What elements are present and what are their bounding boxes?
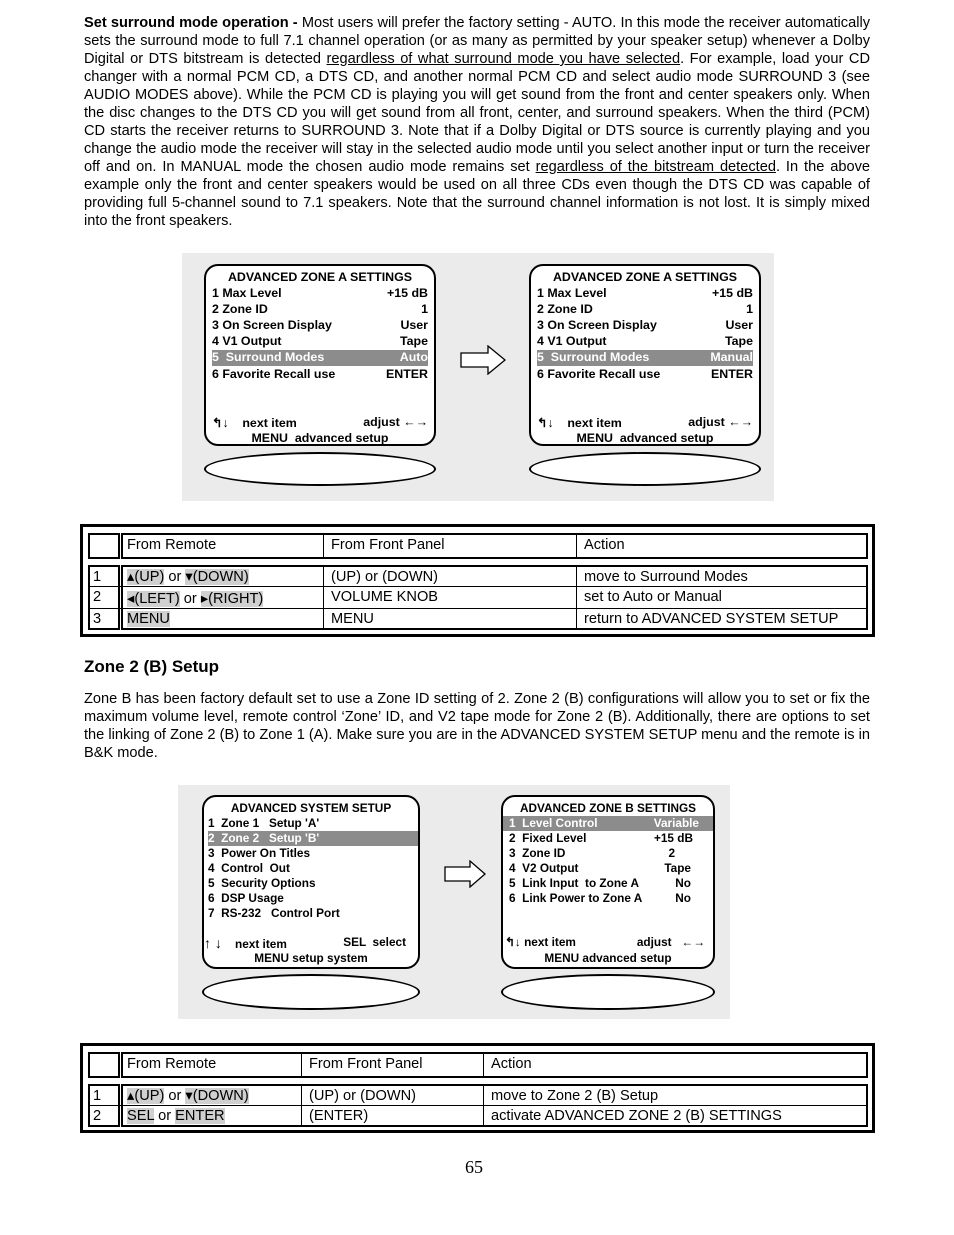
screen-row: 2 Zone ID 1 (537, 302, 753, 316)
page-number: 65 (465, 1157, 483, 1177)
screen-advanced-system-setup (202, 795, 420, 969)
header-from-remote: From Remote (127, 537, 217, 553)
screen-title: ADVANCED ZONE A SETTINGS (227, 270, 413, 284)
up-triangle-icon: ▴ (127, 1088, 135, 1104)
header-row (121, 533, 868, 559)
header-number-box (88, 1052, 120, 1078)
remote-keys: MENU (127, 611, 170, 627)
right-arrow-icon (460, 345, 506, 375)
screen-row: 1 Max Level +15 dB (212, 286, 428, 300)
screen-footer-bottom: MENU advanced setup (576, 431, 714, 445)
screen-row: 3 Zone ID 2 (509, 846, 675, 860)
header-action: Action (584, 537, 625, 553)
screen-row-selected: 1 Level Control Variable (503, 816, 713, 831)
row-number: 3 (93, 611, 102, 627)
left-right-arrows-icon: ←→ (403, 415, 428, 429)
action: activate ADVANCED ZONE 2 (B) SETTINGS (491, 1108, 782, 1124)
display-oval (529, 452, 761, 486)
intro-text-1: Most users will prefer the factory setting - AUTO. In this mode the receiver automatically sets the surround mode to full 7.1 channel operation (or as many as permitted by your speaker setup) whenever a Dolby Digital or DTS bitstream is detected (84, 15, 870, 67)
display-oval (202, 974, 420, 1010)
front-panel: (UP) or (DOWN) (331, 569, 439, 585)
screen-footer: ↰↓ next item adjust ←→ (505, 935, 705, 949)
screen-row-selected: 5 Surround Modes Auto (212, 350, 428, 364)
row-number: 2 (93, 1108, 102, 1124)
table-zone2-steps (80, 1043, 875, 1133)
left-triangle-icon: ◂ (127, 591, 135, 607)
intro-text-2: . For example, load your CD changer with a normal PCM CD, a DTS CD, and another normal PCM CD and select audio mode SURROUND 3 (see AUDIO MODES above). While the PCM CD is playing you will get sound from the front and center speakers only. When the disc changes to the DTS CD you will get sound from all front, center, and surround speakers. When the third (PCM) CD starts the receiver returns to SURROUND 3. Note that if a Dolby Digital or DTS source is currently playing and you change the audio mode the receiver will stay in the selected audio mode until you select another input or turn the receiver off and on. In MANUAL mode the chosen audio mode remains set (84, 51, 871, 175)
up-down-icon: ↰↓ (212, 416, 229, 430)
intro-paragraph (84, 14, 870, 230)
remote-keys: SEL or ENTER (127, 1108, 225, 1124)
screen-row: 6 DSP Usage (208, 891, 284, 905)
up-down-icon: ↰↓ (505, 935, 521, 949)
down-triangle-icon: ▾ (185, 1088, 193, 1104)
screen-title: ADVANCED SYSTEM SETUP (230, 801, 392, 815)
remote-keys: ◂(LEFT) or ▸(RIGHT) (127, 591, 264, 607)
action: set to Auto or Manual (584, 589, 722, 605)
screen-footer: ↑ ↓ next item SEL select (204, 935, 406, 951)
row-number: 1 (93, 1088, 102, 1104)
up-down-icon: ↰↓ (537, 416, 554, 430)
table-surround-steps (80, 524, 875, 637)
screen-footer: ↰↓ next item adjust ←→ (537, 415, 753, 430)
section-heading: Zone 2 (B) Setup (84, 657, 220, 676)
action: move to Zone 2 (B) Setup (491, 1088, 659, 1104)
screen-row: 6 Favorite Recall use ENTER (212, 367, 428, 381)
screen-row: 3 On Screen Display User (537, 318, 753, 332)
left-right-arrows-icon: ←→ (681, 935, 705, 949)
intro-underline-1: regardless of what surround mode you have selected (326, 51, 681, 67)
screen-zone-b-settings (501, 795, 715, 969)
figure-zone-a (182, 253, 774, 501)
screen-footer-bottom: MENU advanced setup (544, 951, 672, 965)
front-panel: VOLUME KNOB (331, 589, 439, 605)
remote-keys: ▴(UP) or ▾(DOWN) (127, 1088, 249, 1104)
header-from-front-panel: From Front Panel (331, 537, 445, 553)
left-right-arrows-icon: ←→ (728, 415, 753, 429)
screen-row: 6 Link Power to Zone A No (509, 891, 691, 905)
screen-zone-a-auto (204, 264, 436, 446)
front-panel: (ENTER) (309, 1108, 369, 1124)
screen-row: 4 V1 Output Tape (537, 334, 753, 348)
remote-keys: ▴(UP) or ▾(DOWN) (127, 569, 249, 585)
row-number: 1 (93, 569, 102, 585)
action: return to ADVANCED SYSTEM SETUP (584, 611, 839, 627)
screen-row: 3 Power On Titles (208, 846, 311, 860)
screen-row-selected: 2 Zone 2 Setup 'B' (208, 831, 418, 846)
screen-footer-bottom: MENU advanced setup (251, 431, 389, 445)
front-panel: (UP) or (DOWN) (309, 1088, 417, 1104)
header-from-remote: From Remote (127, 1056, 217, 1072)
screen-footer-bottom: MENU setup system (254, 951, 368, 965)
display-oval (501, 974, 715, 1010)
display-oval (204, 452, 436, 486)
screen-row: 1 Max Level +15 dB (537, 286, 753, 300)
screen-row: 7 RS-232 Control Port (208, 906, 340, 920)
screen-row: 3 On Screen Display User (212, 318, 428, 332)
screen-row: 4 V1 Output Tape (212, 334, 428, 348)
header-number-box (88, 533, 120, 559)
screen-title: ADVANCED ZONE B SETTINGS (519, 801, 697, 815)
action: move to Surround Modes (584, 569, 748, 585)
intro-underline-2: regardless of the bitstream detected (535, 159, 776, 175)
screen-row: 1 Zone 1 Setup 'A' (208, 816, 320, 830)
screen-row: 2 Zone ID 1 (212, 302, 428, 316)
up-triangle-icon: ▴ (127, 569, 135, 585)
screen-row: 6 Favorite Recall use ENTER (537, 367, 753, 381)
right-arrow-icon (444, 860, 486, 888)
front-panel: MENU (331, 611, 374, 627)
row-number: 2 (93, 589, 102, 605)
header-action: Action (491, 1056, 532, 1072)
right-triangle-icon: ▸ (200, 591, 209, 607)
screen-row: 5 Security Options (208, 876, 316, 890)
screen-row: 5 Link Input to Zone A No (509, 876, 691, 890)
figure-zone-b (178, 785, 730, 1019)
down-triangle-icon: ▾ (185, 569, 193, 585)
screen-row: 4 Control Out (208, 861, 290, 875)
screen-footer: ↰↓ next item adjust ←→ (212, 415, 428, 430)
screen-row: 2 Fixed Level +15 dB (509, 831, 693, 845)
screen-title: ADVANCED ZONE A SETTINGS (552, 270, 738, 284)
header-from-front-panel: From Front Panel (309, 1056, 423, 1072)
intro-lead: Set surround mode operation - (84, 15, 298, 31)
intro-text-3: . In the above example only the front and center speakers would be used on all three CDs even though the DTS CD was capable of providing full 5-channel sound to 7.1 speakers. Note that the surround channel information is not lost. It is simply mixed into the front speakers. (84, 159, 870, 229)
zone2-paragraph: Zone B has been factory default set to use a Zone ID setting of 2. Zone 2 (B) configurations will allow you to set or fix the maximum volume level, remote control ‘Zone’ ID, and V2 tape mode for Zone 2 (B). Additionally, there are options to set the linking of Zone 2 (B) to Zone 1 (A). Make sure you are in the ADVANCED SYSTEM SETUP menu and the remote is in B&K mode. (84, 691, 870, 761)
screen-zone-a-manual (529, 264, 761, 446)
screen-row-selected: 5 Surround Modes Manual (537, 350, 753, 364)
screen-row: 4 V2 Output Tape (509, 861, 691, 875)
up-down-icon: ↑ ↓ (204, 935, 222, 951)
